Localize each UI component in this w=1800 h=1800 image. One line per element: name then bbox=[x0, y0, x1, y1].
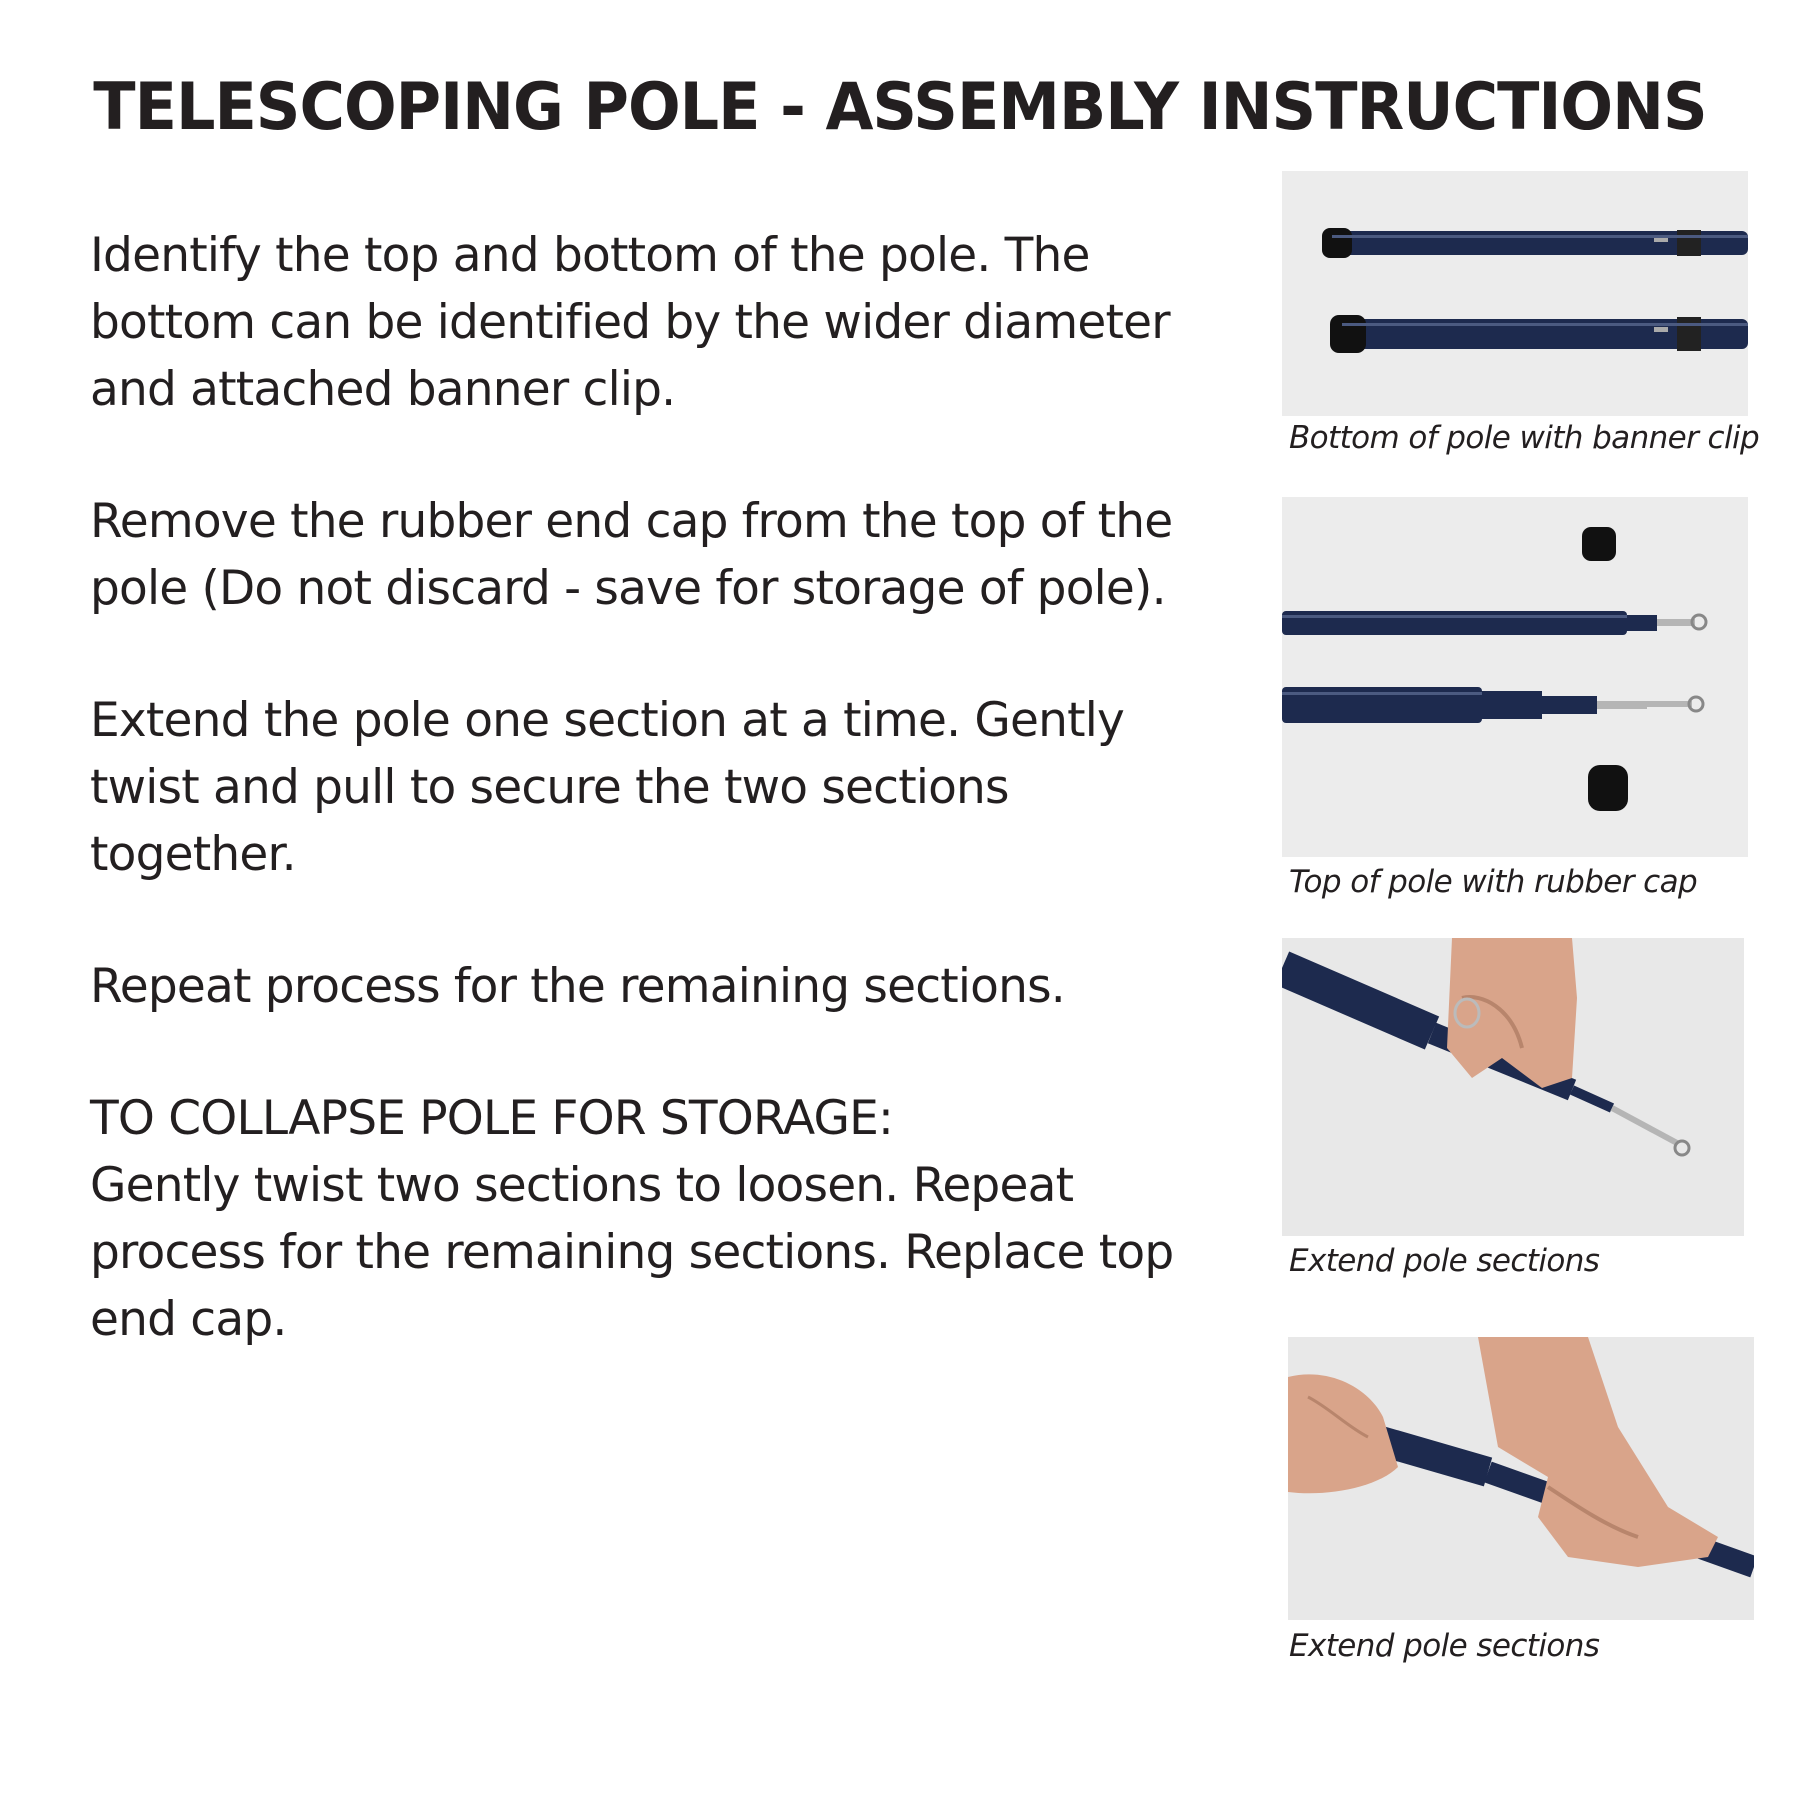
photo-pole-bottom bbox=[1282, 171, 1748, 416]
caption-extend-pole-2: Extend pole sections bbox=[1289, 1628, 1600, 1664]
collapse-text: Gently twist two sections to loosen. Repeat process for the remaining sections. Replace top end cap. bbox=[90, 1158, 1174, 1347]
instructions-text bbox=[90, 222, 1200, 1418]
step-3-text: Extend the pole one section at a time. Gently twist and pull to secure the two sections together. bbox=[90, 693, 1125, 882]
caption-extend-pole-1: Extend pole sections bbox=[1289, 1243, 1600, 1279]
caption-pole-bottom: Bottom of pole with banner clip bbox=[1289, 420, 1760, 456]
step-2-text: Remove the rubber end cap from the top of the pole (Do not discard - save for storage of pole). bbox=[90, 494, 1173, 616]
collapse-heading: TO COLLAPSE POLE FOR STORAGE: bbox=[90, 1091, 894, 1146]
page-title: TELESCOPING POLE - ASSEMBLY INSTRUCTIONS bbox=[93, 68, 1707, 145]
photo-pole-top bbox=[1282, 497, 1748, 857]
caption-pole-top: Top of pole with rubber cap bbox=[1289, 864, 1698, 900]
step-4-text: Repeat process for the remaining sections. bbox=[90, 959, 1065, 1014]
step-1-text: Identify the top and bottom of the pole. The bottom can be identified by the wider diameter and attached banner clip. bbox=[90, 228, 1170, 417]
photo-extend-pole-2 bbox=[1288, 1337, 1754, 1620]
photo-extend-pole-1 bbox=[1282, 938, 1744, 1236]
